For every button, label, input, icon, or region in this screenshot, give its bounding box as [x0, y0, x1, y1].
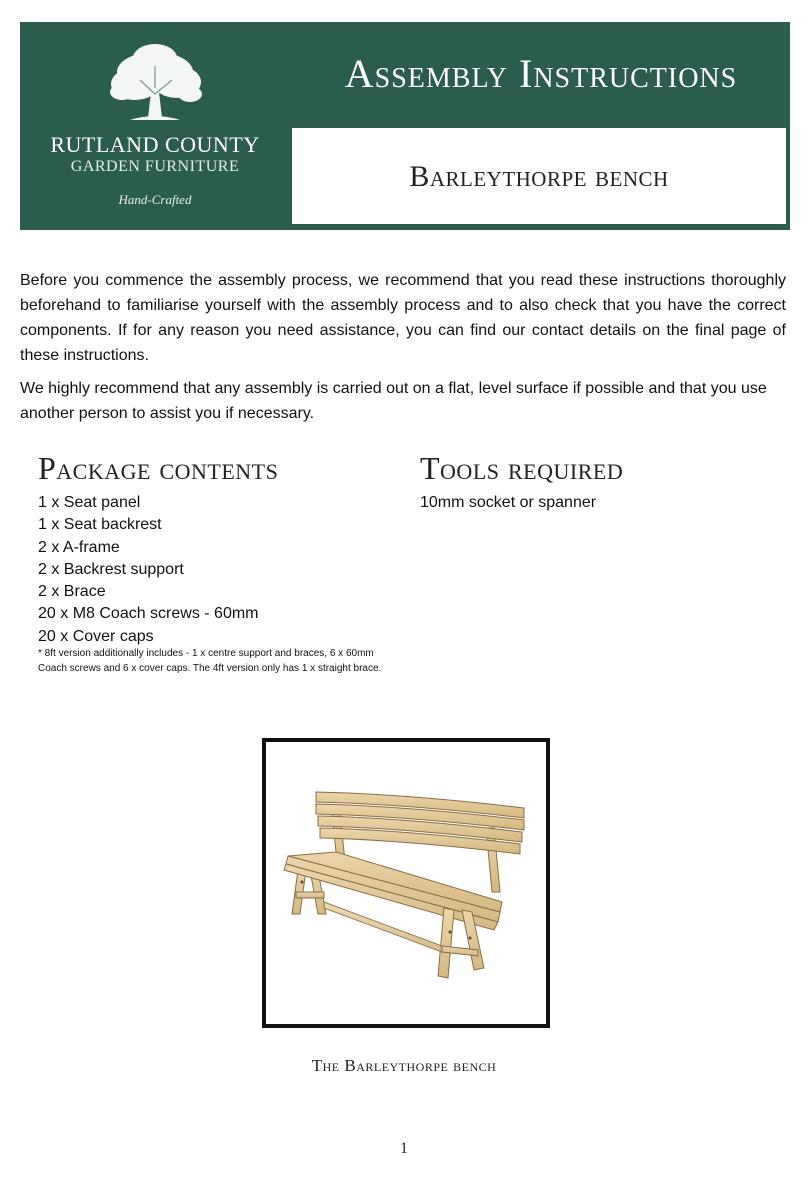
figure-caption: The Barleythorpe bench — [311, 1056, 497, 1075]
package-footnote: * 8ft version additionally includes - 1 x centre support and braces, 6 x 60mm Coach screws and 6 x cover caps. The 4ft version only has 1 x straight brace. — [38, 648, 382, 674]
product-name-box — [292, 128, 786, 224]
list-item: 1 x Seat panel — [38, 494, 141, 511]
page-number: 1 — [400, 1140, 408, 1157]
brand-logo — [20, 22, 290, 230]
brand-tagline: Hand-Crafted — [118, 192, 192, 207]
header-banner — [20, 22, 790, 230]
list-item: 2 x Brace — [38, 583, 106, 601]
oak-tree-icon — [20, 22, 290, 130]
intro-paragraph: Before you commence the assembly process, we recommend that you read these instructions thoroughly beforehand to familiarise yourself with the assembly process and to also check that you have the correct components. If for any reason you need assistance, you can find our contact details on the final page of these instructions. — [20, 272, 786, 364]
list-item: 2 x A-frame — [38, 538, 120, 556]
bench-figure — [262, 738, 550, 1028]
package-contents-heading: Package contents — [38, 450, 279, 486]
list-item: 20 x M8 Coach screws - 60mm — [38, 605, 259, 623]
intro-paragraph: We highly recommend that any assembly is carried out on a flat, level surface if possible and that you use another person to assist you if necessary. — [20, 380, 767, 422]
tools-required-heading: Tools required — [420, 450, 624, 486]
product-name: Barleythorpe bench — [409, 160, 669, 193]
tool-item: 10mm socket or spanner — [420, 494, 597, 511]
list-item: 20 x Cover caps — [38, 627, 154, 645]
page-title: Assembly Instructions — [344, 51, 738, 96]
brand-subname: GARDEN FURNITURE — [70, 158, 240, 175]
brand-name: RUTLAND COUNTY — [50, 132, 260, 157]
bench-illustration — [266, 742, 546, 1024]
package-contents-list — [38, 492, 388, 648]
list-item: 1 x Seat backrest — [38, 516, 162, 534]
list-item: 2 x Backrest support — [38, 560, 184, 578]
intro-text — [20, 268, 786, 434]
